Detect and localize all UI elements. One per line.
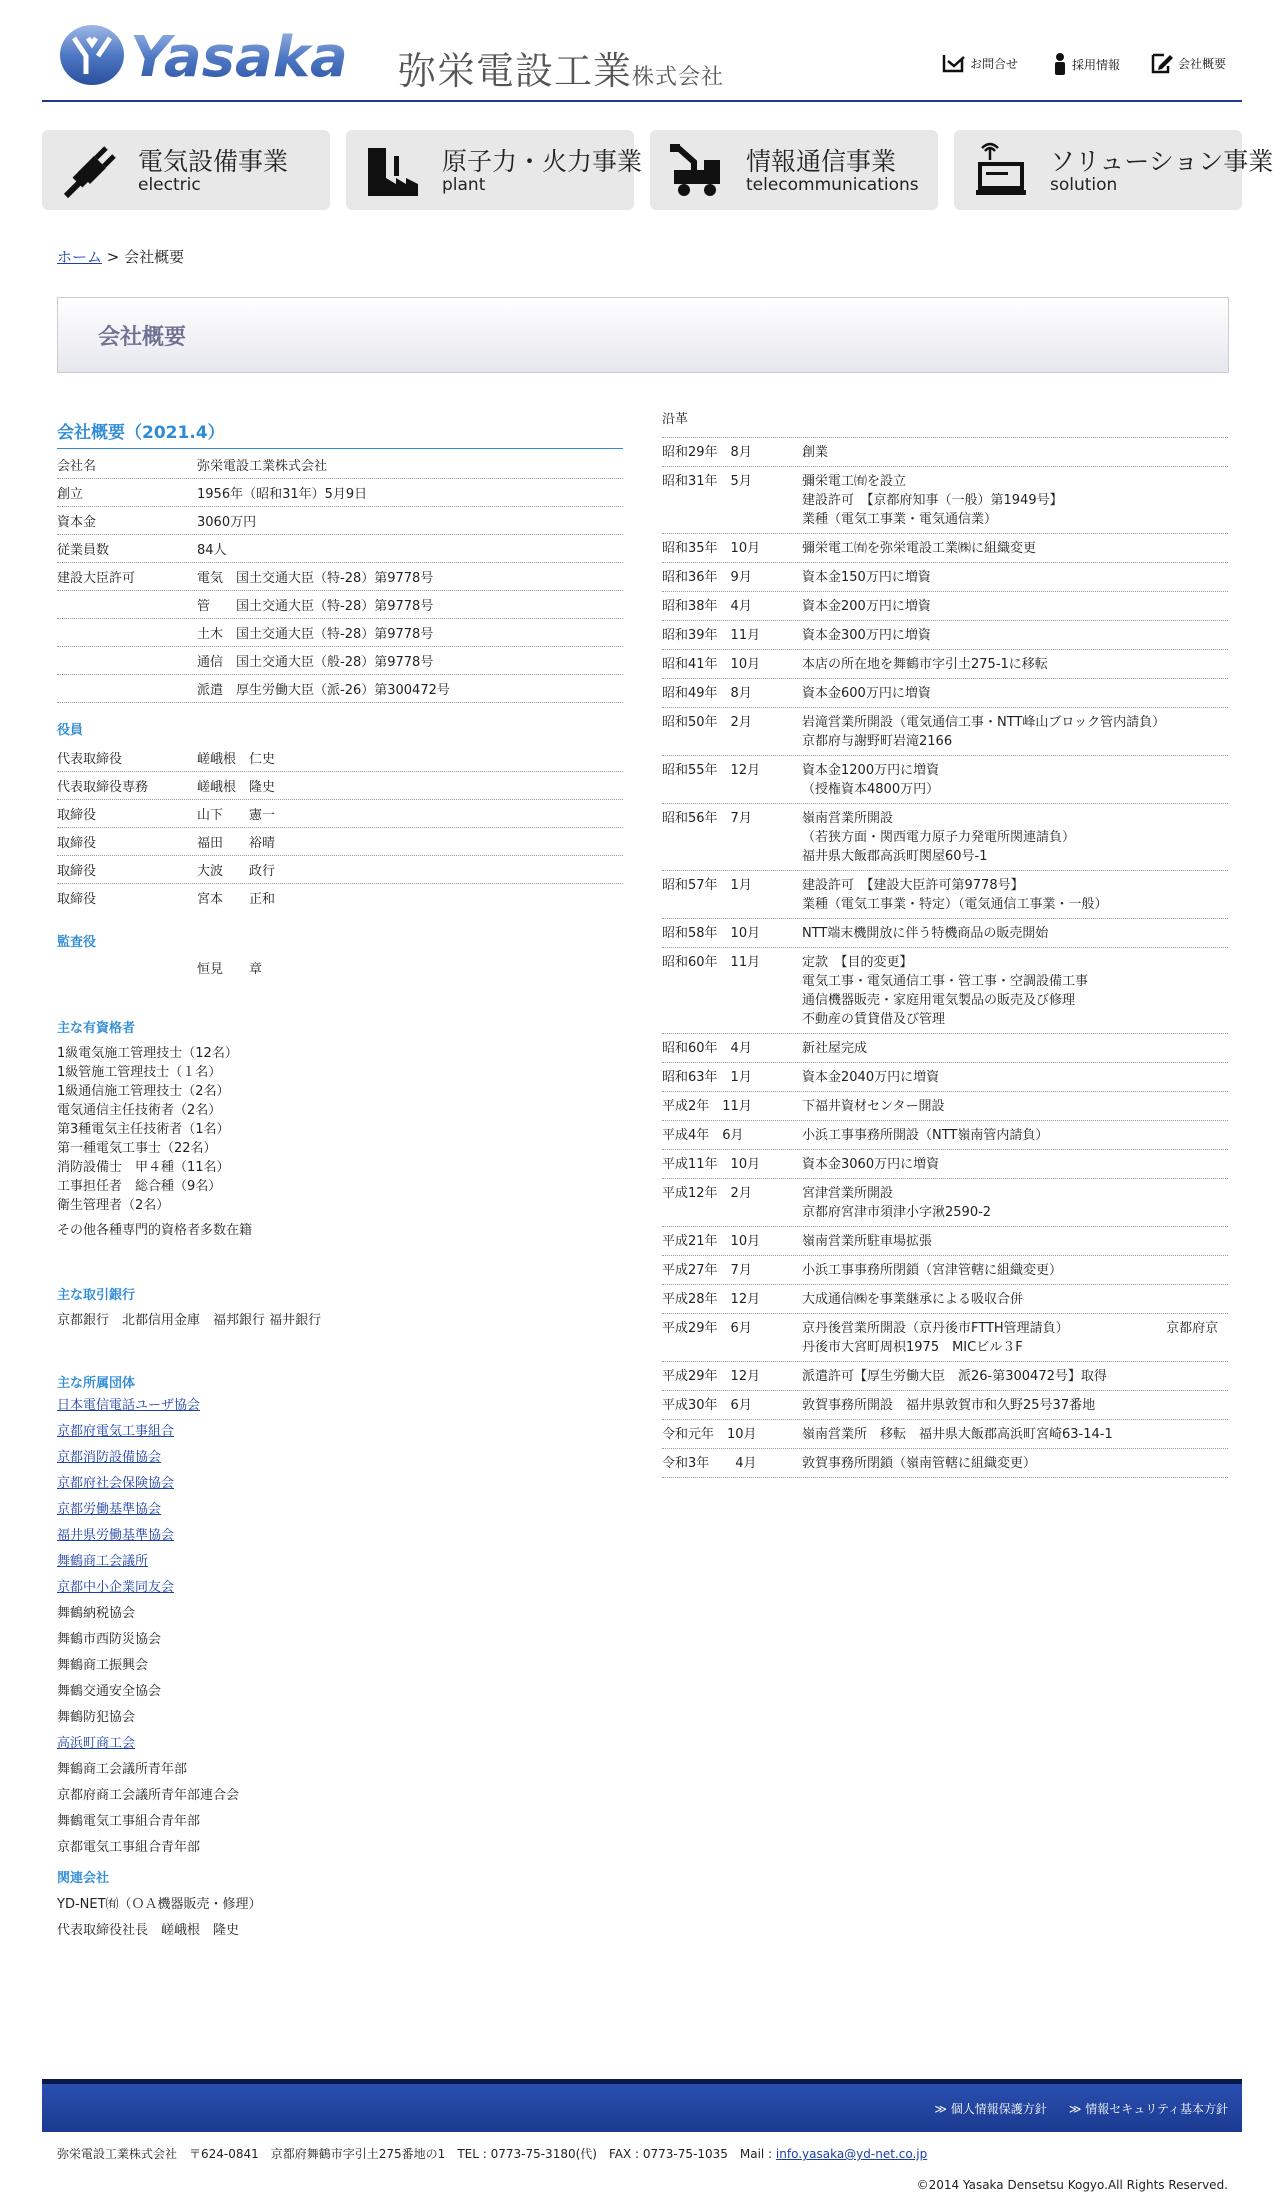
overview-table <box>57 451 623 703</box>
organization-link[interactable]: 舞鶴商工会議所 <box>57 1554 149 1569</box>
history-date: 昭和39年 11月 <box>662 628 761 643</box>
history-text-line: 資本金600万円に増資 <box>802 686 931 701</box>
history-date: 昭和36年 9月 <box>662 570 752 585</box>
history-text-line: 資本金1200万円に増資 <box>802 763 940 778</box>
organization-link[interactable]: 京都労働基準協会 <box>57 1502 162 1517</box>
history-text <box>802 1068 1228 1087</box>
qualifications-list <box>57 1044 623 1215</box>
history-row <box>662 1121 1228 1150</box>
history-text-line: 派遣許可【厚生労働大臣 派26-第300472号】取得 <box>802 1369 1107 1384</box>
history-heading: 沿革 <box>662 408 1228 438</box>
history-date: 昭和35年 10月 <box>662 541 761 556</box>
history-row <box>662 919 1228 948</box>
history-date: 平成11年 10月 <box>662 1157 761 1172</box>
history-text-line: 嶺南営業所 移転 福井県大飯郡高浜町宮崎63-14-1 <box>802 1427 1113 1442</box>
mail-icon <box>942 52 966 74</box>
row-key: 取締役 <box>57 864 97 879</box>
organization-item: 舞鶴交通安全協会 <box>57 1684 162 1699</box>
header-contact-link[interactable]: お問合せ <box>942 52 1018 74</box>
history-text-line: 京丹後営業所開設（京丹後市FTTH管理請負） 京都府京丹後市大宮町周枳1975 MICビル３F <box>802 1321 1219 1355</box>
row-value: 通信 国土交通大臣（般-28）第9778号 <box>197 655 434 670</box>
history-text-line: NTT端末機開放に伴う特機商品の販売開始 <box>802 926 1049 941</box>
history-row <box>662 804 1228 871</box>
history-text <box>802 1319 1228 1357</box>
row-value: 嵯峨根 隆史 <box>197 780 276 795</box>
breadcrumb-current: 会社概要 <box>124 248 185 266</box>
page-title-box <box>57 297 1229 373</box>
list-item: 第3種電気主任技術者（1名） <box>57 1122 230 1137</box>
history-text-line: 嶺南営業所開設 <box>802 811 894 826</box>
history-date: 昭和57年 1月 <box>662 878 752 893</box>
history-text-line: 彌栄電工㈲を弥栄電設工業㈱に組織変更 <box>802 541 1037 556</box>
organization-item: 舞鶴納税協会 <box>57 1606 136 1621</box>
qualifications-heading: 主な有資格者 <box>57 1021 136 1036</box>
organizations-heading: 主な所属団体 <box>57 1376 136 1391</box>
history-text-line: 建設許可 【京都府知事（一般）第1949号】 <box>802 493 1063 508</box>
history-text <box>802 1232 1228 1251</box>
breadcrumb-home-link[interactable]: ホーム <box>57 248 103 266</box>
history-text <box>802 568 1228 587</box>
history-date: 平成4年 6月 <box>662 1128 744 1143</box>
related-heading: 関連会社 <box>57 1871 110 1886</box>
history-text-line: 新社屋完成 <box>802 1041 868 1056</box>
history-text <box>802 1425 1228 1444</box>
business-telecom-button[interactable]: 情報通信事業 telecommunications <box>650 130 938 210</box>
history-text-line: 岩滝営業所開設（電気通信工事・NTT峰山ブロック管内請負） <box>802 715 1166 730</box>
row-value: 電気 国土交通大臣（特-28）第9778号 <box>197 571 434 586</box>
history-text-line: 小浜工事事務所開設（NTT嶺南管内請負） <box>802 1128 1049 1143</box>
row-key: 代表取締役 <box>57 752 123 767</box>
organization-item: 舞鶴商工振興会 <box>57 1658 149 1673</box>
history-text-line: （若狭方面・関西電力原子力発電所関連請負） <box>802 830 1076 845</box>
overview-heading: 会社概要（2021.4） <box>57 418 623 449</box>
auditor-heading: 監査役 <box>57 935 97 950</box>
footer-bar <box>42 2079 1242 2132</box>
table-row <box>57 800 623 828</box>
history-row <box>662 1449 1228 1478</box>
history-row <box>662 438 1228 467</box>
history-text-line: 業種（電気工事業・特定）（電気通信工事業・一般） <box>802 897 1108 912</box>
history-text <box>802 761 1228 799</box>
history-date: 昭和63年 1月 <box>662 1070 752 1085</box>
history-text-line: 京都府与謝野町岩滝2166 <box>802 734 953 749</box>
row-key: 従業員数 <box>57 543 110 558</box>
history-row <box>662 1420 1228 1449</box>
history-text-line: 福井県大飯郡高浜町関屋60号-1 <box>802 849 988 864</box>
yasaka-logo[interactable] <box>58 22 368 88</box>
table-row <box>57 451 623 479</box>
history-date: 昭和49年 8月 <box>662 686 752 701</box>
history-row <box>662 1314 1228 1362</box>
history-table <box>662 438 1228 1478</box>
history-row <box>662 467 1228 534</box>
officers-table <box>57 744 623 911</box>
history-date: 昭和38年 4月 <box>662 599 752 614</box>
document-edit-icon <box>1150 52 1174 74</box>
history-date: 平成27年 7月 <box>662 1263 752 1278</box>
history-row <box>662 1092 1228 1121</box>
organization-link[interactable]: 京都府社会保険協会 <box>57 1476 175 1491</box>
organization-item: 舞鶴商工会議所青年部 <box>57 1762 188 1777</box>
row-value: 土木 国土交通大臣（特-28）第9778号 <box>197 627 434 642</box>
history-text-line: 電気工事・電気通信工事・管工事・空調設備工事 <box>802 974 1089 989</box>
organization-link[interactable]: 福井県労働基準協会 <box>57 1528 175 1543</box>
organization-item: 舞鶴電気工事組合青年部 <box>57 1814 201 1829</box>
auditor-row: 恒見 章 <box>197 962 263 977</box>
table-row <box>57 591 623 619</box>
organization-item: 舞鶴市西防災協会 <box>57 1632 162 1647</box>
history-text-line: 資本金2040万円に増資 <box>802 1070 940 1085</box>
row-key: 資本金 <box>57 515 97 530</box>
history-row <box>662 871 1228 919</box>
crane-truck-icon <box>668 142 726 200</box>
copyright: ©2014 Yasaka Densetsu Kogyo.All Rights Reserved. <box>916 2178 1228 2192</box>
organization-item: 京都電気工事組合青年部 <box>57 1840 201 1855</box>
footer-links <box>934 2100 1228 2117</box>
header-recruit-link[interactable]: 採用情報 <box>1052 52 1120 76</box>
related-company: YD-NET㈲（ＯＡ機器販売・修理） <box>57 1897 262 1912</box>
table-row <box>57 535 623 563</box>
history-text-line: 敦賀事務所開設 福井県敦賀市和久野25号37番地 <box>802 1398 1096 1413</box>
history-text-line: 業種（電気工事業・電気通信業） <box>802 512 998 527</box>
row-value: 福田 裕晴 <box>197 836 276 851</box>
row-value: 1956年（昭和31年）5月9日 <box>197 487 368 502</box>
laptop-antenna-icon <box>972 142 1030 200</box>
history-row <box>662 563 1228 592</box>
privacy-policy-link[interactable]: ≫ 個人情報保護方針 <box>934 2102 1047 2116</box>
history-date: 令和元年 10月 <box>662 1427 757 1442</box>
row-value: 管 国土交通大臣（特-28）第9778号 <box>197 599 434 614</box>
history-text <box>802 626 1228 645</box>
business-plant-button[interactable]: 原子力・火力事業 plant <box>346 130 634 210</box>
table-row <box>57 647 623 675</box>
history-text-line: 資本金3060万円に増資 <box>802 1157 940 1172</box>
history-text-line: 小浜工事事務所閉鎖（宮津管轄に組織変更） <box>802 1263 1063 1278</box>
organization-link[interactable]: 京都消防設備協会 <box>57 1450 162 1465</box>
history-text <box>802 1126 1228 1145</box>
business-nav <box>42 130 1274 210</box>
history-text-line: 資本金200万円に増資 <box>802 599 931 614</box>
svg-text:Yasaka: Yasaka <box>130 25 348 90</box>
organizations-list <box>57 1393 623 1861</box>
footer-email-link[interactable]: info.yasaka@yd-net.co.jp <box>775 2147 928 2161</box>
site-header <box>42 0 1242 102</box>
table-row <box>57 479 623 507</box>
history-text <box>802 684 1228 703</box>
history-text-line: （授権資本4800万円） <box>802 782 940 797</box>
history-row <box>662 1391 1228 1420</box>
history-date: 昭和58年 10月 <box>662 926 761 941</box>
list-item: 工事担任者 総合種（9名） <box>57 1179 222 1194</box>
company-overview-column <box>57 418 623 1944</box>
banks-heading: 主な取引銀行 <box>57 1288 136 1303</box>
row-key: 取締役 <box>57 892 97 907</box>
table-row <box>57 828 623 856</box>
history-text <box>802 539 1228 558</box>
row-key: 会社名 <box>57 459 97 474</box>
list-item: 1級通信施工管理技士（2名） <box>57 1084 230 1099</box>
history-text <box>802 472 1228 529</box>
history-text <box>802 809 1228 866</box>
history-text-line: 不動産の賃貸借及び管理 <box>802 1012 946 1027</box>
organization-link[interactable]: 高浜町商工会 <box>57 1736 136 1751</box>
history-date: 昭和41年 10月 <box>662 657 761 672</box>
history-text-line: 資本金150万円に増資 <box>802 570 931 585</box>
history-text-line: 定款 【目的変更】 <box>802 955 913 970</box>
table-row <box>57 563 623 591</box>
history-row <box>662 650 1228 679</box>
security-policy-link[interactable]: ≫ 情報セキュリティ基本方針 <box>1068 2102 1228 2116</box>
history-row <box>662 621 1228 650</box>
history-text <box>802 443 1228 462</box>
history-text <box>802 1290 1228 1309</box>
history-text-line: 京都府宮津市須津小字湫2590-2 <box>802 1205 992 1220</box>
history-date: 昭和31年 5月 <box>662 474 752 489</box>
history-row <box>662 1179 1228 1227</box>
history-text <box>802 1097 1228 1116</box>
person-icon <box>1052 52 1068 76</box>
organization-item: 京都府商工会議所青年部連合会 <box>57 1788 240 1803</box>
row-value: 山下 憲一 <box>197 808 276 823</box>
related-president: 代表取締役社長 嵯峨根 隆史 <box>57 1923 240 1938</box>
banks-text: 京都銀行 北都信用金庫 福邦銀行 福井銀行 <box>57 1313 322 1328</box>
history-date: 平成2年 11月 <box>662 1099 752 1114</box>
history-row <box>662 1285 1228 1314</box>
history-text-line: 通信機器販売・家庭用電気製品の販売及び修理 <box>802 993 1076 1008</box>
table-row <box>57 619 623 647</box>
table-row <box>57 507 623 535</box>
row-value: 大波 政行 <box>197 864 276 879</box>
history-column <box>662 408 1228 1478</box>
history-text <box>802 953 1228 1029</box>
history-date: 令和3年 4月 <box>662 1456 757 1471</box>
related-list <box>57 1892 623 1944</box>
history-row <box>662 756 1228 804</box>
history-row <box>662 1256 1228 1285</box>
qualifications-note: その他各種専門的資格者多数在籍 <box>57 1223 253 1238</box>
history-date: 昭和29年 8月 <box>662 445 752 460</box>
history-date: 平成12年 2月 <box>662 1186 752 1201</box>
history-text-line: 資本金300万円に増資 <box>802 628 931 643</box>
history-text-line: 建設許可 【建設大臣許可第9778号】 <box>802 878 1024 893</box>
history-date: 昭和50年 2月 <box>662 715 752 730</box>
history-text <box>802 924 1228 943</box>
history-date: 平成29年 12月 <box>662 1369 761 1384</box>
factory-icon <box>364 142 422 200</box>
table-row <box>57 856 623 884</box>
history-text-line: 敦賀事務所閉鎖（嶺南管轄に組織変更） <box>802 1456 1037 1471</box>
history-text-line: 下福井資材センター開設 <box>802 1099 945 1114</box>
history-text-line: 嶺南営業所駐車場拡張 <box>802 1234 933 1249</box>
table-row <box>57 744 623 772</box>
row-value: 弥栄電設工業株式会社 <box>197 459 328 474</box>
row-value: 派遣 厚生労働大臣（派-26）第300472号 <box>197 683 450 698</box>
list-item: 衛生管理者（2名） <box>57 1198 170 1213</box>
history-text-line: 彌栄電工㈲を設立 <box>802 474 907 489</box>
history-text <box>802 1367 1228 1386</box>
table-row <box>57 675 623 703</box>
history-text <box>802 876 1228 914</box>
history-text <box>802 1155 1228 1174</box>
history-date: 平成21年 10月 <box>662 1234 761 1249</box>
history-row <box>662 1063 1228 1092</box>
row-key: 取締役 <box>57 808 97 823</box>
history-text-line: 本店の所在地を舞鶴市字引土275-1に移転 <box>802 657 1048 672</box>
row-key: 代表取締役専務 <box>57 780 149 795</box>
history-text <box>802 713 1228 751</box>
organization-item: 舞鶴防犯協会 <box>57 1710 136 1725</box>
list-item: 電気通信主任技術者（2名） <box>57 1103 222 1118</box>
company-name: 弥栄電設工業株式会社 <box>398 49 725 93</box>
history-row <box>662 534 1228 563</box>
footer-contact-info: 弥栄電設工業株式会社 〒624-0841 京都府舞鶴市字引土275番地の1 TEL : 0773-75-3180(代) FAX : 0773-75-1035 Mail : info.yasaka@yd-net.co.jp <box>57 2147 928 2161</box>
header-company-link[interactable]: 会社概要 <box>1150 52 1226 74</box>
history-date: 昭和55年 12月 <box>662 763 761 778</box>
history-row <box>662 592 1228 621</box>
history-text <box>802 1454 1228 1473</box>
history-row <box>662 708 1228 756</box>
history-text <box>802 1396 1228 1415</box>
history-date: 昭和60年 4月 <box>662 1041 752 1056</box>
table-row <box>57 772 623 800</box>
page-title: 会社概要 <box>98 325 187 350</box>
history-date: 平成28年 12月 <box>662 1292 761 1307</box>
list-item: 消防設備士 甲４種（11名） <box>57 1160 230 1175</box>
history-row <box>662 679 1228 708</box>
organization-link[interactable]: 京都中小企業同友会 <box>57 1580 175 1595</box>
officers-heading: 役員 <box>57 723 84 738</box>
history-text <box>802 1184 1228 1222</box>
business-electric-button[interactable]: 電気設備事業 electric <box>42 130 330 210</box>
business-solution-button[interactable]: ソリューション事業 solution <box>954 130 1242 210</box>
plug-icon <box>60 142 118 200</box>
list-item: 1級管施工管理技士（１名） <box>57 1065 222 1080</box>
row-value: 84人 <box>197 543 227 558</box>
history-row <box>662 948 1228 1034</box>
breadcrumb: ホーム > 会社概要 <box>57 248 185 266</box>
list-item: 1級電気施工管理技士（12名） <box>57 1046 238 1061</box>
history-date: 昭和56年 7月 <box>662 811 752 826</box>
history-text <box>802 1039 1228 1058</box>
history-text <box>802 655 1228 674</box>
organization-link[interactable]: 京都府電気工事組合 <box>57 1424 175 1439</box>
history-date: 昭和60年 11月 <box>662 955 761 970</box>
history-row <box>662 1150 1228 1179</box>
history-date: 平成29年 6月 <box>662 1321 752 1336</box>
row-value: 3060万円 <box>197 515 257 530</box>
history-text <box>802 597 1228 616</box>
history-row <box>662 1362 1228 1391</box>
history-text-line: 宮津営業所開設 <box>802 1186 894 1201</box>
history-date: 平成30年 6月 <box>662 1398 752 1413</box>
history-text-line: 創業 <box>802 445 829 460</box>
history-text-line: 大成通信㈱を事業継承による吸収合併 <box>802 1292 1024 1307</box>
row-value: 宮本 正和 <box>197 892 276 907</box>
list-item: 第一種電気工事士（22名） <box>57 1141 217 1156</box>
table-row <box>57 884 623 911</box>
row-key: 建設大臣許可 <box>57 571 136 586</box>
organization-link[interactable]: 日本電信電話ユーザ協会 <box>57 1398 201 1413</box>
row-key: 取締役 <box>57 836 97 851</box>
row-value: 嵯峨根 仁史 <box>197 752 276 767</box>
history-row <box>662 1227 1228 1256</box>
row-key: 創立 <box>57 487 84 502</box>
history-text <box>802 1261 1228 1280</box>
history-row <box>662 1034 1228 1063</box>
